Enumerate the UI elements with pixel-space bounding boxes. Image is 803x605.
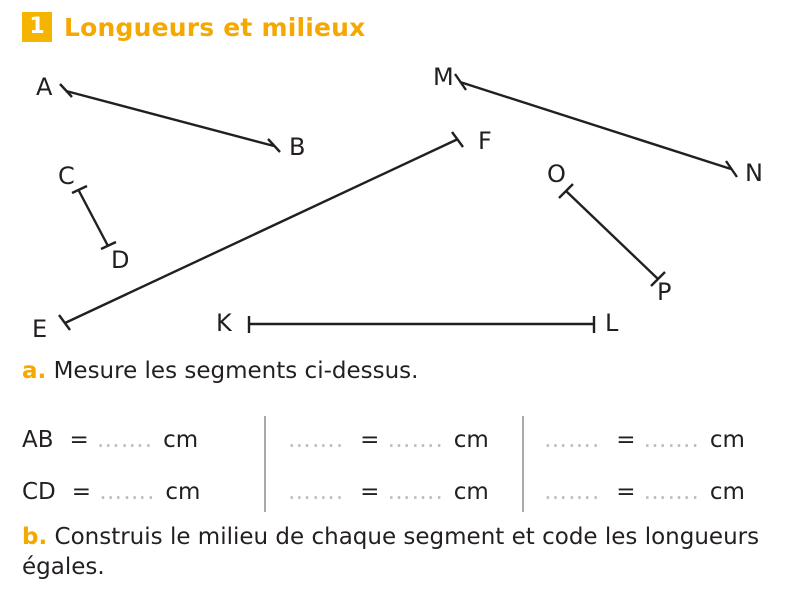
equals-sign: = <box>616 427 636 453</box>
answer-label-blank[interactable]: ……. <box>543 479 601 505</box>
exercise-number-badge: 1 <box>22 12 52 42</box>
page-title: Longueurs et milieux <box>64 12 366 42</box>
answer-label: CD <box>22 479 56 505</box>
answer-blank[interactable]: ……. <box>643 427 700 453</box>
point-label-F: F <box>478 127 492 155</box>
point-label-D: D <box>111 246 130 274</box>
point-label-B: B <box>289 133 306 161</box>
segment-OP <box>566 191 658 279</box>
answer-blank[interactable]: ……. <box>643 479 700 505</box>
segments-figure <box>0 52 803 352</box>
tick-A <box>60 84 72 97</box>
segment-EF <box>65 139 458 323</box>
unit-label: cm <box>709 479 745 505</box>
question-a-letter: a. <box>22 358 47 384</box>
segment-MN <box>460 82 731 169</box>
answer-row[interactable] <box>22 466 264 518</box>
point-label-O: O <box>547 160 566 188</box>
unit-label: cm <box>165 479 201 505</box>
unit-label: cm <box>453 427 489 453</box>
point-label-P: P <box>657 278 672 306</box>
answer-label-blank[interactable]: ……. <box>287 479 345 505</box>
unit-label: cm <box>453 479 489 505</box>
point-label-C: C <box>58 162 75 190</box>
point-label-A: A <box>36 73 53 101</box>
tick-M <box>455 74 466 90</box>
answer-row[interactable] <box>288 466 522 518</box>
answer-blank[interactable]: ……. <box>387 427 444 453</box>
point-label-E: E <box>32 315 48 343</box>
answer-row[interactable] <box>288 414 522 466</box>
point-label-N: N <box>745 159 763 187</box>
answer-row[interactable] <box>22 414 264 466</box>
segments-drawing <box>0 52 803 352</box>
answer-row[interactable] <box>544 466 782 518</box>
question-a <box>22 358 418 384</box>
answer-label-blank[interactable]: ……. <box>543 427 601 453</box>
answer-row[interactable] <box>544 414 782 466</box>
equals-sign: = <box>360 479 380 505</box>
answer-blank[interactable]: ……. <box>387 479 444 505</box>
equals-sign: = <box>360 427 380 453</box>
question-b-letter: b. <box>22 524 48 550</box>
point-label-K: K <box>216 309 232 337</box>
answer-blank[interactable]: ……. <box>99 479 156 505</box>
point-label-M: M <box>433 63 454 91</box>
tick-F <box>452 132 463 147</box>
equals-sign: = <box>69 427 89 453</box>
exercise-header <box>22 12 366 42</box>
answer-blank[interactable]: ……. <box>96 427 154 453</box>
equals-sign: = <box>616 479 636 505</box>
answer-label: AB <box>22 427 54 453</box>
answers-column-3 <box>524 414 782 518</box>
answers-grid <box>22 414 782 518</box>
point-label-L: L <box>605 309 619 337</box>
unit-label: cm <box>709 427 745 453</box>
unit-label: cm <box>163 427 199 453</box>
equals-sign: = <box>71 479 92 505</box>
answer-label-blank[interactable]: ……. <box>287 427 345 453</box>
question-a-text: Mesure les segments ci-dessus. <box>53 358 419 384</box>
question-b <box>22 522 782 583</box>
answers-column-1 <box>22 414 264 518</box>
answers-column-2 <box>266 414 522 518</box>
segment-CD <box>79 191 108 246</box>
segment-AB <box>66 91 274 146</box>
question-b-text: Construis le milieu de chaque segment et code les longueurs égales. <box>22 524 760 581</box>
